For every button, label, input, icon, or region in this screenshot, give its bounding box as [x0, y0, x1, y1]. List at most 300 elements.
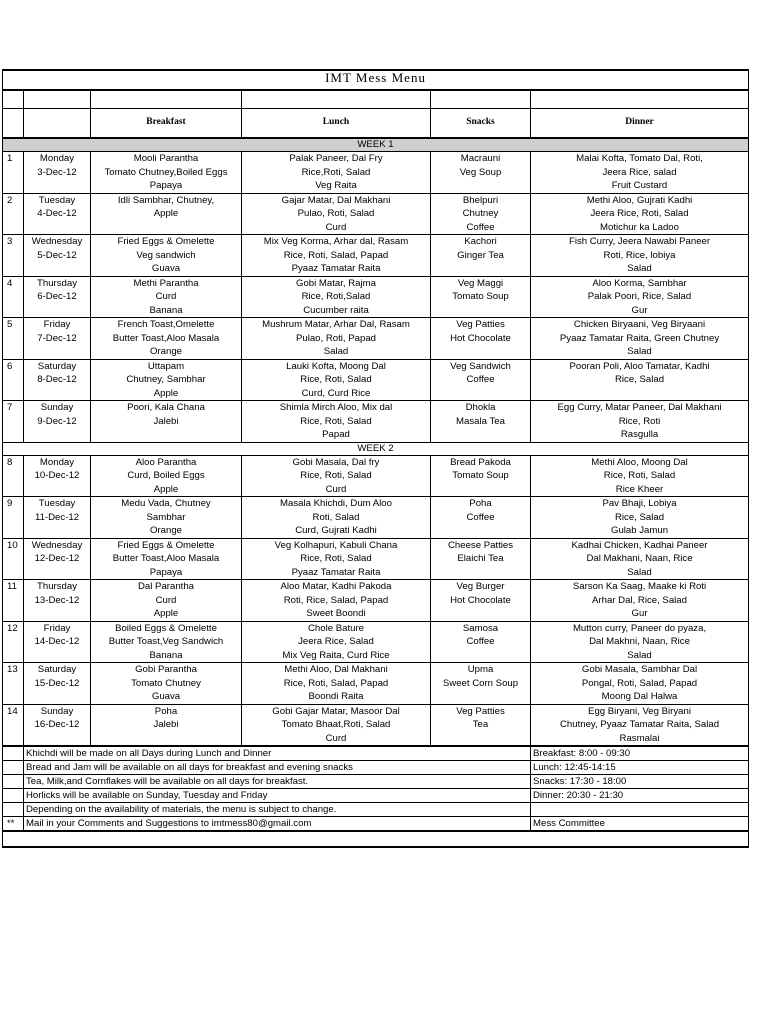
snacks-cell — [431, 152, 531, 194]
day-line — [26, 732, 88, 746]
menu-row — [3, 580, 749, 622]
breakfast-line — [93, 732, 239, 746]
dinner-line: Fruit Custard — [611, 180, 668, 191]
breakfast-line: Idli Sambhar, Chutney, — [117, 194, 215, 206]
dinner-line: Mutton curry, Paneer do pyaza, — [572, 622, 707, 634]
dinner-cell — [531, 538, 749, 580]
dinner-line: Salad — [627, 346, 652, 357]
menu-row — [3, 663, 749, 705]
snacks-line: Veg Soup — [459, 166, 502, 178]
day-cell — [24, 538, 91, 580]
lunch-line: Shimla Mirch Aloo, Mix dal — [279, 402, 393, 413]
day-line — [26, 690, 88, 704]
breakfast-line: Curd, Boiled Eggs — [127, 470, 205, 481]
dinner-line: Salad — [627, 263, 652, 274]
breakfast-line: French Toast,Omelette — [117, 319, 215, 330]
breakfast-line — [93, 221, 239, 235]
breakfast-line: Apple — [153, 483, 179, 495]
lunch-line: Pyaaz Tamatar Raita — [291, 263, 381, 274]
dinner-line: Chicken Biryaani, Veg Biryaani — [573, 319, 706, 330]
snacks-line: Coffee — [466, 374, 495, 385]
day-line — [26, 221, 88, 235]
dinner-cell — [531, 193, 749, 235]
dinner-line — [533, 387, 746, 401]
day-line — [26, 387, 88, 401]
timing-info: Mess Committee — [531, 817, 749, 832]
dinner-line: Palak Poori, Rice, Salad — [587, 291, 692, 302]
day-line: 15-Dec-12 — [34, 677, 80, 689]
breakfast-line: Boiled Eggs & Omelette — [115, 622, 217, 634]
breakfast-line: Curd — [155, 594, 177, 606]
snacks-line: Macrauni — [460, 153, 501, 164]
snacks-line: Cheese Patties — [447, 539, 514, 551]
dinner-line: Rice, Roti, Salad — [603, 470, 676, 481]
note-mark — [3, 761, 24, 775]
breakfast-cell — [91, 704, 242, 746]
snacks-line: Coffee — [466, 511, 495, 523]
lunch-line: Tomato Bhaat,Roti, Salad — [281, 719, 391, 730]
dinner-cell — [531, 318, 749, 360]
note-mark — [3, 789, 24, 803]
lunch-line: Jeera Rice, Salad — [298, 636, 374, 647]
note-text: Khichdi will be made on all Days during Lunch and Dinner — [24, 746, 531, 761]
day-line: 6-Dec-12 — [37, 291, 77, 302]
breakfast-line: Poori, Kala Chana — [127, 402, 205, 413]
breakfast-line: Apple — [153, 208, 179, 219]
lunch-line: Aloo Matar, Kadhi Pakoda — [280, 581, 392, 592]
row-number: 2 — [3, 193, 24, 235]
lunch-line: Rice, Roti,Salad — [301, 291, 371, 302]
row-number: 11 — [3, 580, 24, 622]
dinner-line: Pyaaz Tamatar Raita, Green Chutney — [559, 332, 720, 344]
breakfast-cell — [91, 193, 242, 235]
timing-info — [531, 803, 749, 817]
lunch-line: Lauki Kofta, Moong Dal — [286, 360, 386, 372]
breakfast-line: Sambhar — [146, 511, 186, 523]
dinner-cell — [531, 359, 749, 401]
dinner-cell — [531, 401, 749, 443]
day-line: Thursday — [37, 581, 77, 592]
day-line: Saturday — [37, 360, 77, 372]
row-number: 1 — [3, 152, 24, 194]
lunch-line: Gobi Gajar Matar, Masoor Dal — [272, 705, 400, 717]
menu-row — [3, 621, 749, 663]
lunch-line: Veg Kolhapuri, Kabuli Chana — [274, 539, 398, 551]
day-cell — [24, 497, 91, 539]
page-title: IMT Mess Menu — [3, 70, 749, 90]
snacks-line: Kachori — [464, 236, 497, 247]
day-line: Thursday — [37, 277, 77, 289]
dinner-line: Dal Makhani, Naan, Rice — [586, 553, 693, 564]
breakfast-line: Butter Toast,Veg Sandwich — [108, 636, 224, 647]
snacks-cell — [431, 497, 531, 539]
lunch-line: Mix Veg Raita, Curd Rice — [282, 649, 390, 661]
day-line: Friday — [43, 319, 71, 330]
dinner-line: Gur — [631, 608, 648, 619]
day-line: Sunday — [40, 705, 74, 717]
breakfast-cell — [91, 235, 242, 277]
dinner-line: Rice, Salad — [614, 374, 665, 385]
snacks-line: Ginger Tea — [457, 249, 504, 261]
day-line: Sunday — [40, 402, 74, 413]
breakfast-line: Veg sandwich — [136, 249, 196, 261]
breakfast-line: Butter Toast,Aloo Masala — [112, 332, 220, 344]
dinner-line: Methi Aloo, Moong Dal — [591, 456, 688, 468]
lunch-line: Veg Raita — [315, 180, 357, 191]
day-line: 9-Dec-12 — [37, 415, 77, 427]
dinner-cell — [531, 235, 749, 277]
menu-row — [3, 235, 749, 277]
lunch-line: Pulao, Roti, Salad — [297, 208, 375, 219]
day-line: Tuesday — [38, 498, 76, 509]
row-number: 5 — [3, 318, 24, 360]
breakfast-cell — [91, 621, 242, 663]
breakfast-line: Banana — [149, 304, 183, 316]
lunch-cell — [242, 497, 431, 539]
snacks-line: Veg Burger — [456, 581, 505, 592]
day-line: 5-Dec-12 — [37, 249, 77, 261]
day-line: Tuesday — [38, 194, 76, 206]
dinner-cell — [531, 276, 749, 318]
dinner-line: Malai Kofta, Tomato Dal, Roti, — [576, 153, 703, 164]
menu-row — [3, 497, 749, 539]
day-line: Wednesday — [31, 539, 83, 551]
row-number: 12 — [3, 621, 24, 663]
note-row — [3, 803, 749, 817]
breakfast-cell — [91, 455, 242, 497]
header-lunch: Lunch — [242, 109, 431, 139]
day-line: 14-Dec-12 — [34, 636, 80, 647]
snacks-line — [433, 387, 528, 401]
lunch-line: Rice,Roti, Salad — [301, 166, 371, 178]
day-cell — [24, 580, 91, 622]
snacks-line: Hot Chocolate — [450, 332, 511, 344]
lunch-cell — [242, 152, 431, 194]
breakfast-line: Butter Toast,Aloo Masala — [112, 553, 220, 564]
breakfast-line: Dal Parantha — [138, 581, 194, 592]
breakfast-line: Orange — [150, 346, 182, 357]
snacks-line: Coffee — [466, 636, 495, 647]
timing-info: Breakfast: 8:00 - 09:30 — [531, 746, 749, 761]
dinner-line: Kadhai Chicken, Kadhai Paneer — [571, 539, 708, 551]
day-cell — [24, 359, 91, 401]
lunch-line: Rice, Roti, Salad — [300, 415, 372, 427]
day-line: 13-Dec-12 — [34, 594, 80, 606]
note-text: Bread and Jam will be available on all days for breakfast and evening snacks — [24, 761, 531, 775]
breakfast-line: Medu Vada, Chutney — [121, 498, 211, 509]
breakfast-line: Curd — [155, 291, 177, 302]
dinner-line: Arhar Dal, Rice, Salad — [592, 594, 687, 606]
day-line: Monday — [39, 153, 75, 164]
lunch-cell — [242, 704, 431, 746]
dinner-line: Salad — [627, 566, 652, 578]
snacks-line — [433, 690, 528, 704]
dinner-line: Jeera Rice, salad — [602, 166, 677, 178]
snacks-cell — [431, 663, 531, 705]
dinner-line: Gur — [631, 304, 648, 316]
snacks-cell — [431, 621, 531, 663]
dinner-line: Gobi Masala, Sambhar Dal — [581, 664, 698, 675]
day-cell — [24, 318, 91, 360]
dinner-line: Salad — [627, 649, 652, 661]
day-cell — [24, 235, 91, 277]
day-cell — [24, 455, 91, 497]
note-text: Depending on the availability of materials, the menu is subject to change. — [24, 803, 531, 817]
day-line: Monday — [39, 456, 75, 468]
day-line — [26, 524, 88, 538]
header-breakfast: Breakfast — [91, 109, 242, 139]
day-cell — [24, 704, 91, 746]
footer-spacer — [3, 831, 749, 847]
dinner-cell — [531, 704, 749, 746]
snacks-line — [433, 524, 528, 538]
menu-row — [3, 704, 749, 746]
snacks-cell — [431, 276, 531, 318]
lunch-line: Rice, Roti, Salad — [300, 374, 372, 385]
snacks-line: Veg Maggi — [457, 277, 504, 289]
breakfast-cell — [91, 318, 242, 360]
dinner-line: Pooran Poli, Aloo Tamatar, Kadhi — [569, 360, 710, 372]
day-line: 7-Dec-12 — [37, 332, 77, 344]
breakfast-line: Uttapam — [147, 360, 185, 372]
breakfast-line: Papaya — [149, 566, 183, 578]
breakfast-line: Jalebi — [153, 719, 179, 730]
lunch-line: Rice, Roti, Salad — [300, 470, 372, 481]
lunch-line: Palak Paneer, Dal Fry — [289, 153, 383, 164]
day-cell — [24, 276, 91, 318]
snacks-cell — [431, 235, 531, 277]
snacks-line: Elaichi Tea — [457, 553, 504, 564]
breakfast-line: Fried Eggs & Omelette — [117, 236, 215, 247]
lunch-cell — [242, 401, 431, 443]
dinner-line: Rasmalai — [619, 732, 660, 744]
dinner-line: Pav Bhaji, Lobiya — [602, 498, 677, 509]
note-row — [3, 789, 749, 803]
lunch-line: Rice, Roti, Salad — [300, 553, 372, 564]
dinner-line: Moong Dal Halwa — [601, 691, 678, 702]
dinner-line: Dal Makhni, Naan, Rice — [589, 636, 690, 647]
snacks-line — [433, 566, 528, 580]
day-line: 12-Dec-12 — [34, 553, 80, 564]
lunch-line: Roti, Rice, Salad, Papad — [283, 594, 389, 606]
note-text: Tea, Milk,and Cornflakes will be available on all days for breakfast. — [24, 775, 531, 789]
breakfast-line: Guava — [151, 263, 181, 274]
breakfast-line: Gobi Parantha — [135, 664, 197, 675]
snacks-line — [433, 179, 528, 193]
dinner-cell — [531, 621, 749, 663]
snacks-line: Upma — [467, 664, 494, 675]
row-number: 7 — [3, 401, 24, 443]
lunch-line: Rice, Roti, Salad, Papad — [283, 249, 389, 261]
note-text: Mail in your Comments and Suggestions to imtmess80@gmail.com — [24, 817, 531, 832]
dinner-line: Egg Biryani, Veg Biryani — [588, 705, 691, 717]
menu-row — [3, 359, 749, 401]
breakfast-line: Fried Eggs & Omelette — [117, 539, 215, 551]
snacks-line: Coffee — [466, 221, 495, 233]
breakfast-line: Tomato Chutney,Boiled Eggs — [104, 166, 228, 178]
lunch-line: Curd — [325, 483, 347, 495]
breakfast-line: Papaya — [149, 180, 183, 191]
lunch-line: Roti, Salad — [312, 511, 360, 523]
breakfast-cell — [91, 497, 242, 539]
lunch-line: Rice, Roti, Salad, Papad — [283, 677, 389, 689]
timing-info: Dinner: 20:30 - 21:30 — [531, 789, 749, 803]
row-number: 3 — [3, 235, 24, 277]
day-line: 10-Dec-12 — [34, 470, 80, 481]
row-number: 4 — [3, 276, 24, 318]
lunch-cell — [242, 455, 431, 497]
week-1-label: WEEK 1 — [3, 138, 749, 152]
snacks-cell — [431, 455, 531, 497]
dinner-line: Methi Aloo, Gujrati Kadhi — [586, 194, 693, 206]
header-snacks: Snacks — [431, 109, 531, 139]
day-cell — [24, 152, 91, 194]
note-mark — [3, 746, 24, 761]
dinner-line: Chutney, Pyaaz Tamatar Raita, Salad — [559, 719, 720, 730]
lunch-cell — [242, 276, 431, 318]
dinner-line: Jeera Rice, Roti, Salad — [590, 208, 689, 219]
snacks-line: Veg Sandwich — [450, 360, 511, 372]
day-line: 4-Dec-12 — [37, 208, 77, 219]
breakfast-cell — [91, 359, 242, 401]
lunch-cell — [242, 193, 431, 235]
snacks-line: Poha — [469, 498, 492, 509]
dinner-line: Sarson Ka Saag, Maake ki Roti — [572, 581, 707, 592]
day-line: 3-Dec-12 — [37, 166, 77, 178]
day-line: 16-Dec-12 — [34, 719, 80, 730]
day-line — [26, 649, 88, 663]
dinner-line: Rasgulla — [620, 429, 659, 440]
dinner-line: Roti, Rice, lobiya — [603, 249, 676, 261]
day-cell — [24, 193, 91, 235]
day-line — [26, 428, 88, 442]
menu-row — [3, 401, 749, 443]
breakfast-line: Chutney, Sambhar — [126, 374, 206, 385]
breakfast-line: Poha — [154, 705, 178, 717]
lunch-cell — [242, 235, 431, 277]
day-line — [26, 566, 88, 580]
snacks-cell — [431, 193, 531, 235]
day-line — [26, 304, 88, 318]
lunch-line: Salad — [323, 346, 349, 357]
lunch-cell — [242, 580, 431, 622]
day-line — [26, 262, 88, 276]
menu-row — [3, 193, 749, 235]
lunch-line: Boondi Raita — [308, 691, 364, 702]
lunch-line: Chole Bature — [308, 622, 364, 634]
dinner-line: Pongal, Roti, Salad, Papad — [581, 677, 698, 689]
lunch-cell — [242, 538, 431, 580]
lunch-line: Pyaaz Tamatar Raita — [291, 566, 381, 578]
snacks-line — [433, 345, 528, 359]
snacks-cell — [431, 401, 531, 443]
lunch-line: Curd, Gujrati Kadhi — [295, 525, 377, 536]
lunch-cell — [242, 359, 431, 401]
snacks-line: Veg Patties — [456, 319, 505, 330]
snacks-cell — [431, 318, 531, 360]
lunch-line: Curd, Curd Rice — [301, 387, 371, 399]
note-mark — [3, 775, 24, 789]
snacks-cell — [431, 580, 531, 622]
snacks-line — [433, 732, 528, 746]
day-line: Wednesday — [31, 236, 83, 247]
snacks-cell — [431, 704, 531, 746]
breakfast-cell — [91, 401, 242, 443]
note-row — [3, 761, 749, 775]
note-mark — [3, 803, 24, 817]
breakfast-cell — [91, 276, 242, 318]
lunch-line: Mix Veg Korma, Arhar dal, Rasam — [263, 236, 409, 247]
lunch-line: Gobi Masala, Dal fry — [292, 456, 380, 468]
menu-row — [3, 318, 749, 360]
breakfast-line: Tomato Chutney — [131, 677, 201, 689]
lunch-line: Gajar Matar, Dal Makhani — [281, 194, 391, 206]
breakfast-cell — [91, 580, 242, 622]
lunch-cell — [242, 663, 431, 705]
week-2-label: WEEK 2 — [3, 442, 749, 455]
dinner-line: Motichur ka Ladoo — [600, 221, 679, 233]
dinner-cell — [531, 455, 749, 497]
lunch-cell — [242, 318, 431, 360]
snacks-line: Masala Tea — [456, 415, 505, 427]
timing-info: Lunch: 12:45-14:15 — [531, 761, 749, 775]
day-line: 8-Dec-12 — [37, 374, 77, 385]
lunch-line: Gobi Matar, Rajma — [296, 277, 376, 289]
lunch-line: Mushrum Matar, Arhar Dal, Rasam — [262, 319, 410, 330]
dinner-line: Rice Kheer — [615, 483, 664, 495]
dinner-line: Fish Curry, Jeera Nawabi Paneer — [568, 236, 711, 247]
dinner-line: Rice, Roti — [618, 415, 661, 427]
lunch-line: Cucumber raita — [303, 304, 369, 316]
dinner-line: Egg Curry, Matar Paneer, Dal Makhani — [557, 402, 722, 413]
row-number: 10 — [3, 538, 24, 580]
snacks-line: Tea — [472, 719, 489, 730]
header-dinner: Dinner — [531, 109, 749, 139]
row-number: 9 — [3, 497, 24, 539]
snacks-line: Hot Chocolate — [450, 594, 511, 606]
breakfast-line: Orange — [150, 525, 182, 536]
note-row — [3, 817, 749, 832]
day-line: 11-Dec-12 — [34, 511, 80, 523]
breakfast-line: Methi Parantha — [133, 277, 199, 289]
lunch-line: Papad — [322, 429, 350, 440]
row-number: 13 — [3, 663, 24, 705]
breakfast-line: Banana — [149, 649, 183, 661]
snacks-line — [433, 649, 528, 663]
lunch-line: Curd — [325, 732, 347, 744]
day-cell — [24, 401, 91, 443]
row-number: 6 — [3, 359, 24, 401]
snacks-line: Veg Patties — [456, 705, 505, 717]
breakfast-line: Aloo Parantha — [135, 456, 197, 468]
day-cell — [24, 621, 91, 663]
note-text: Horlicks will be available on Sunday, Tuesday and Friday — [24, 789, 531, 803]
snacks-line — [433, 607, 528, 621]
breakfast-line: Jalebi — [153, 415, 179, 427]
dinner-cell — [531, 497, 749, 539]
note-row — [3, 746, 749, 761]
lunch-line: Pulao, Roti, Papad — [295, 332, 376, 344]
breakfast-cell — [91, 663, 242, 705]
snacks-line: Tomato Soup — [452, 291, 509, 302]
day-line — [26, 483, 88, 497]
snacks-line: Samosa — [462, 622, 499, 634]
row-number: 14 — [3, 704, 24, 746]
menu-row — [3, 538, 749, 580]
breakfast-line: Apple — [153, 387, 179, 399]
mess-menu-table — [2, 69, 749, 848]
dinner-line: Gulab Jamun — [610, 525, 669, 536]
